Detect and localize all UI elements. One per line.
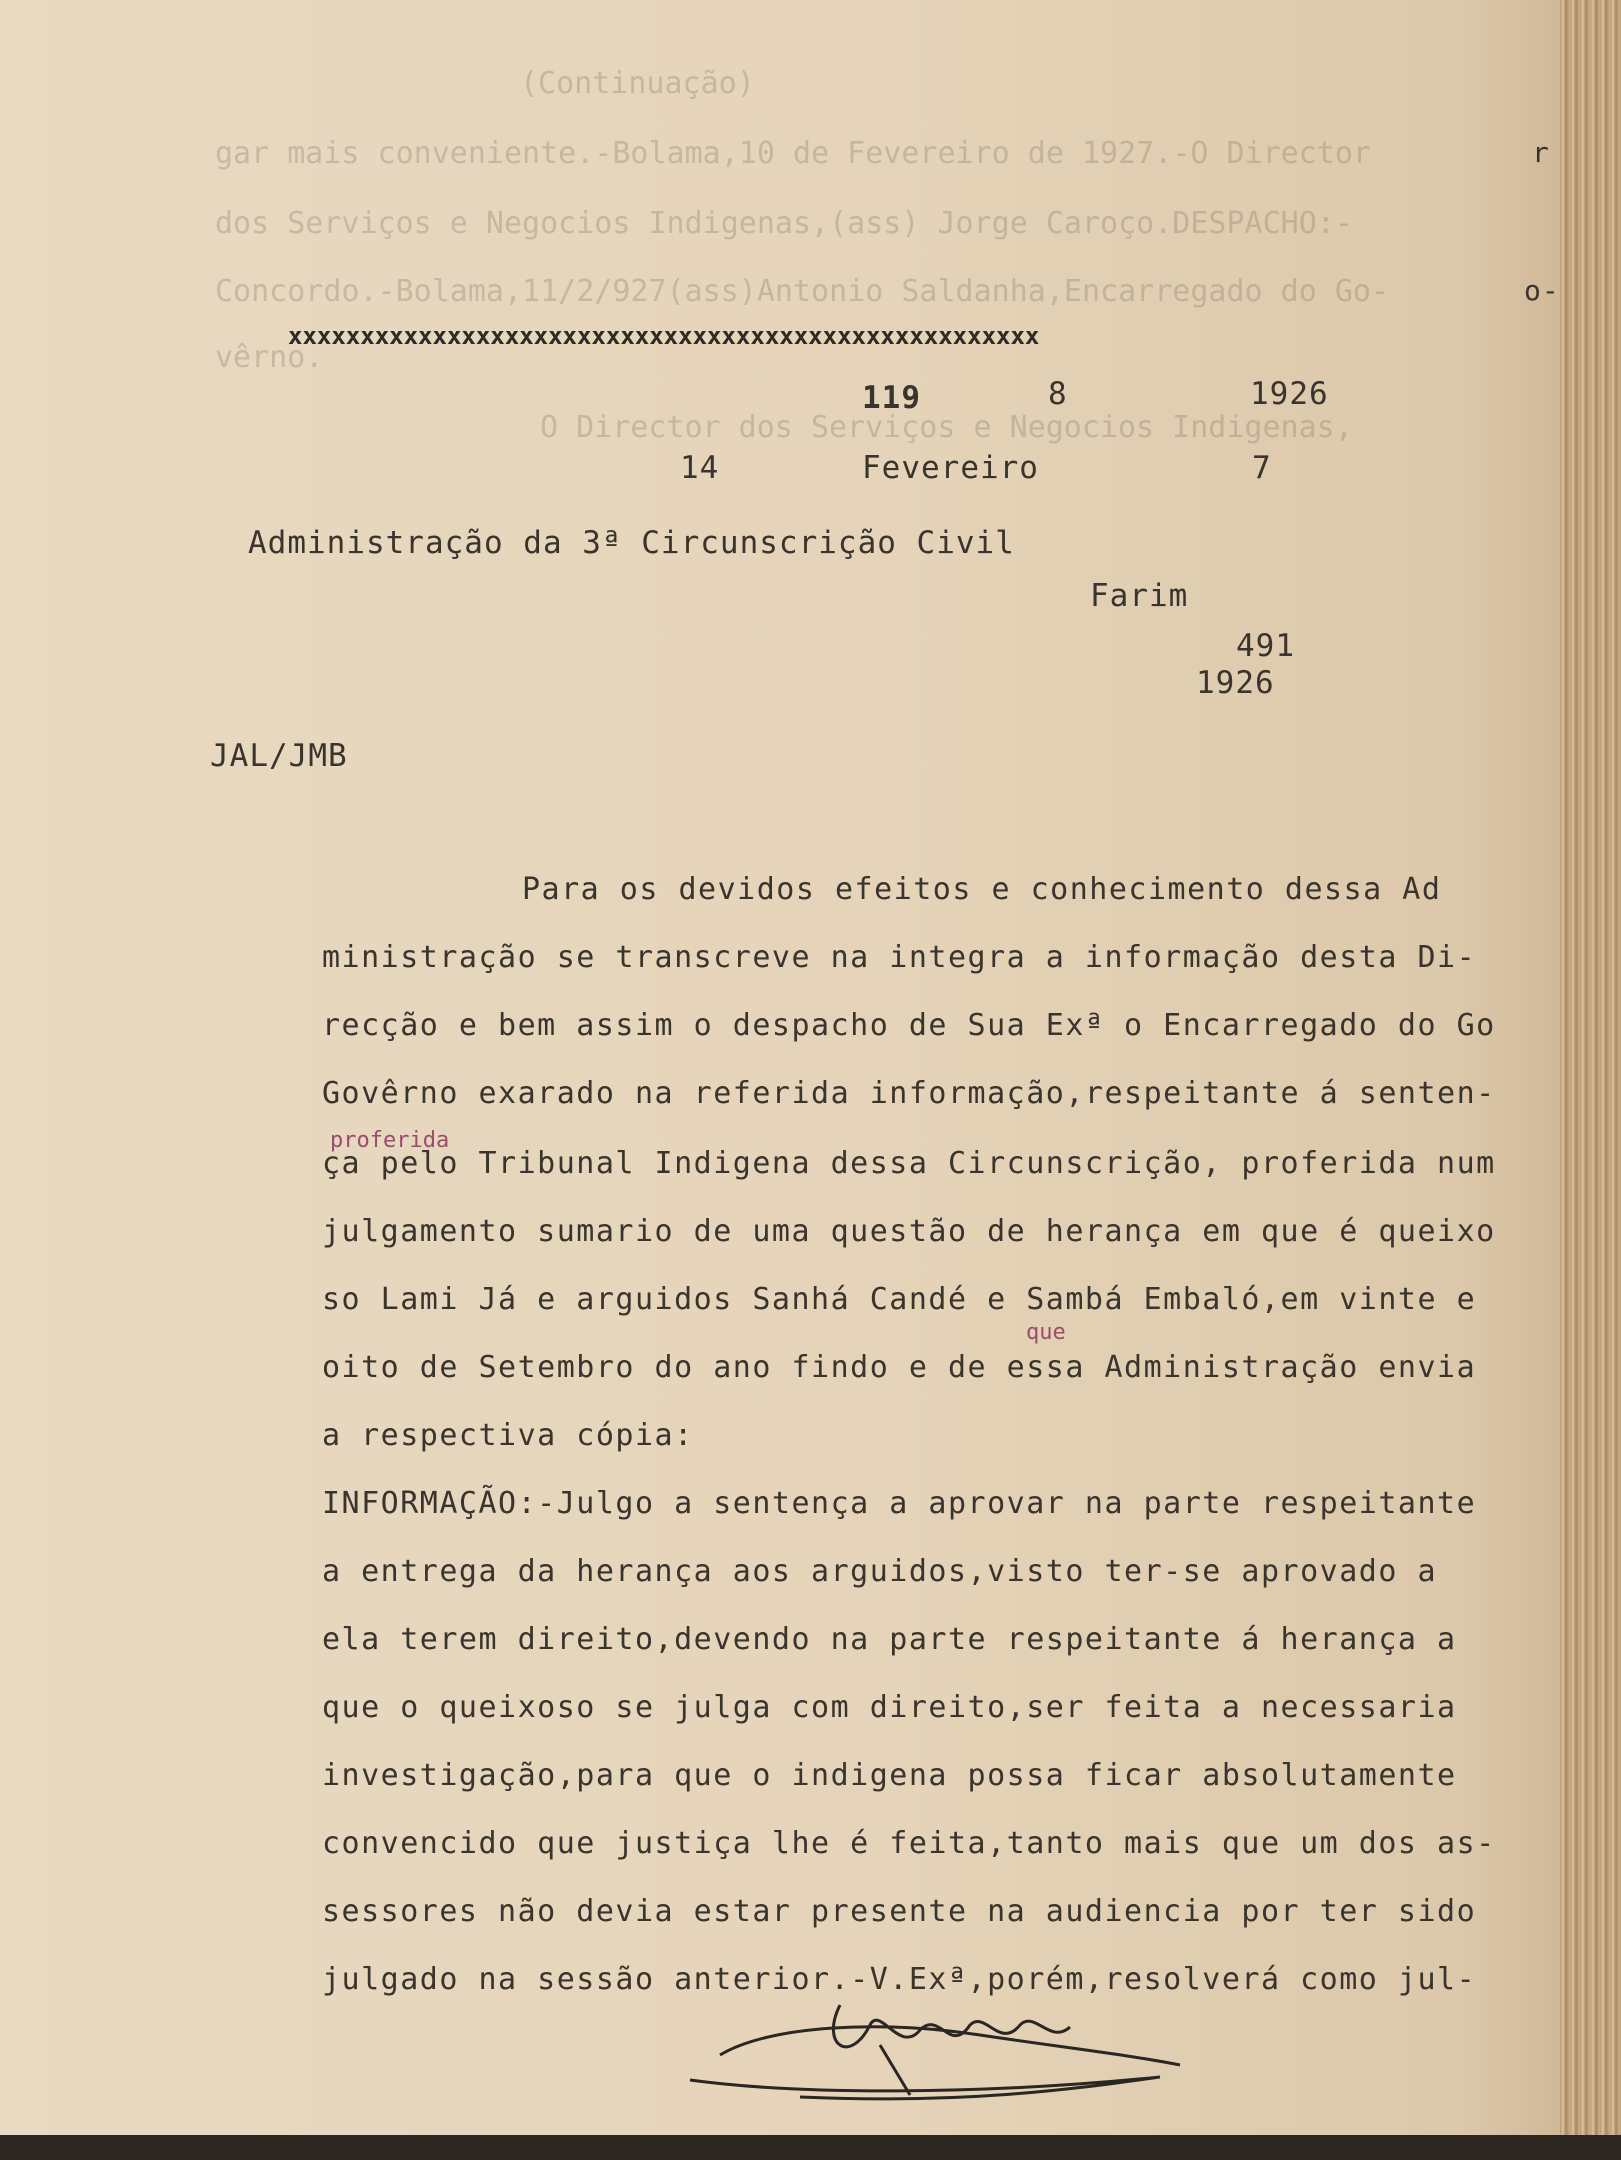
separator-line: xxxxxxxxxxxxxxxxxxxxxxxxxxxxxxxxxxxxxxxxxxxxxxxxxxxx [288,322,1040,350]
reference-number: 119 [862,380,921,416]
scan-edge [0,2135,1621,2160]
body-line: Para os devidos efeitos e conhecimento dessa Ad [522,872,1442,907]
date-month: Fevereiro [862,450,1039,486]
handwritten-signature [680,1985,1200,2105]
body-line: oito de Setembro do ano findo e de essa Administração envia [322,1350,1477,1385]
body-line: a respectiva cópia: [322,1418,694,1453]
body-line: recção e bem assim o despacho de Sua Exª o Encarregado do Go [322,1008,1496,1043]
faded-line-3: Concordo.-Bolama,11/2/927(ass)Antonio Saldanha,Encarregado do Go- [215,274,1389,309]
body-line: ela terem direito,devendo na parte respeitante á herança a [322,1622,1457,1657]
body-line: ministração se transcreve na integra a informação desta Di- [322,940,1477,975]
book-binding [1560,0,1621,2160]
faded-line-2: dos Serviços e Negocios Indigenas,(ass) Jorge Caroço.DESPACHO:- [215,206,1353,241]
addressee-ref-year: 1926 [1196,665,1275,701]
margin-letter-r: r [1532,136,1550,169]
body-line: Govêrno exarado na referida informação,respeitante á senten- [322,1076,1496,1111]
body-line: convencido que justiça lhe é feita,tanto mais que um dos as- [322,1826,1496,1861]
margin-letter-o: o- [1524,274,1560,307]
addressee-place: Farim [1090,578,1189,614]
body-line: so Lami Já e arguidos Sanhá Candé e Sambá Embaló,em vinte e [322,1282,1477,1317]
addressee-ref-number: 491 [1236,628,1295,664]
body-line: INFORMAÇÃO:-Julgo a sentença a aprovar na parte respeitante [322,1486,1477,1521]
body-line: sessores não devia estar presente na audiencia por ter sido [322,1894,1477,1929]
date-month-number: 7 [1252,450,1272,486]
addressee-office: Administração da 3ª Circunscrição Civil [248,525,1015,561]
handwritten-que: que [1026,1320,1066,1345]
body-line: julgamento sumario de uma questão de herança em que é queixo [322,1214,1496,1249]
typist-initials: JAL/JMB [210,738,348,774]
faded-continuation-label: (Continuação) [520,66,755,101]
faded-line-4: vêrno. [215,340,324,375]
reference-year: 1926 [1250,376,1329,412]
body-line: julgado na sessão anterior.-V.Exª,porém,resolverá como jul- [322,1962,1477,1997]
faded-signature-title: O Director dos Serviços e Negocios Indigenas, [540,410,1353,445]
body-line: investigação,para que o indigena possa ficar absolutamente [322,1758,1457,1793]
body-line: ça pelo Tribunal Indigena dessa Circunscrição, proferida num [322,1146,1496,1181]
body-line: que o queixoso se julga com direito,ser feita a necessaria [322,1690,1457,1725]
date-day: 14 [680,450,720,486]
reference-section: 8 [1048,376,1068,412]
faded-line-1: gar mais conveniente.-Bolama,10 de Fevereiro de 1927.-O Director [215,136,1371,171]
handwritten-proferida: proferida [330,1128,450,1153]
body-line: a entrega da herança aos arguidos,visto ter-se aprovado a [322,1554,1438,1589]
